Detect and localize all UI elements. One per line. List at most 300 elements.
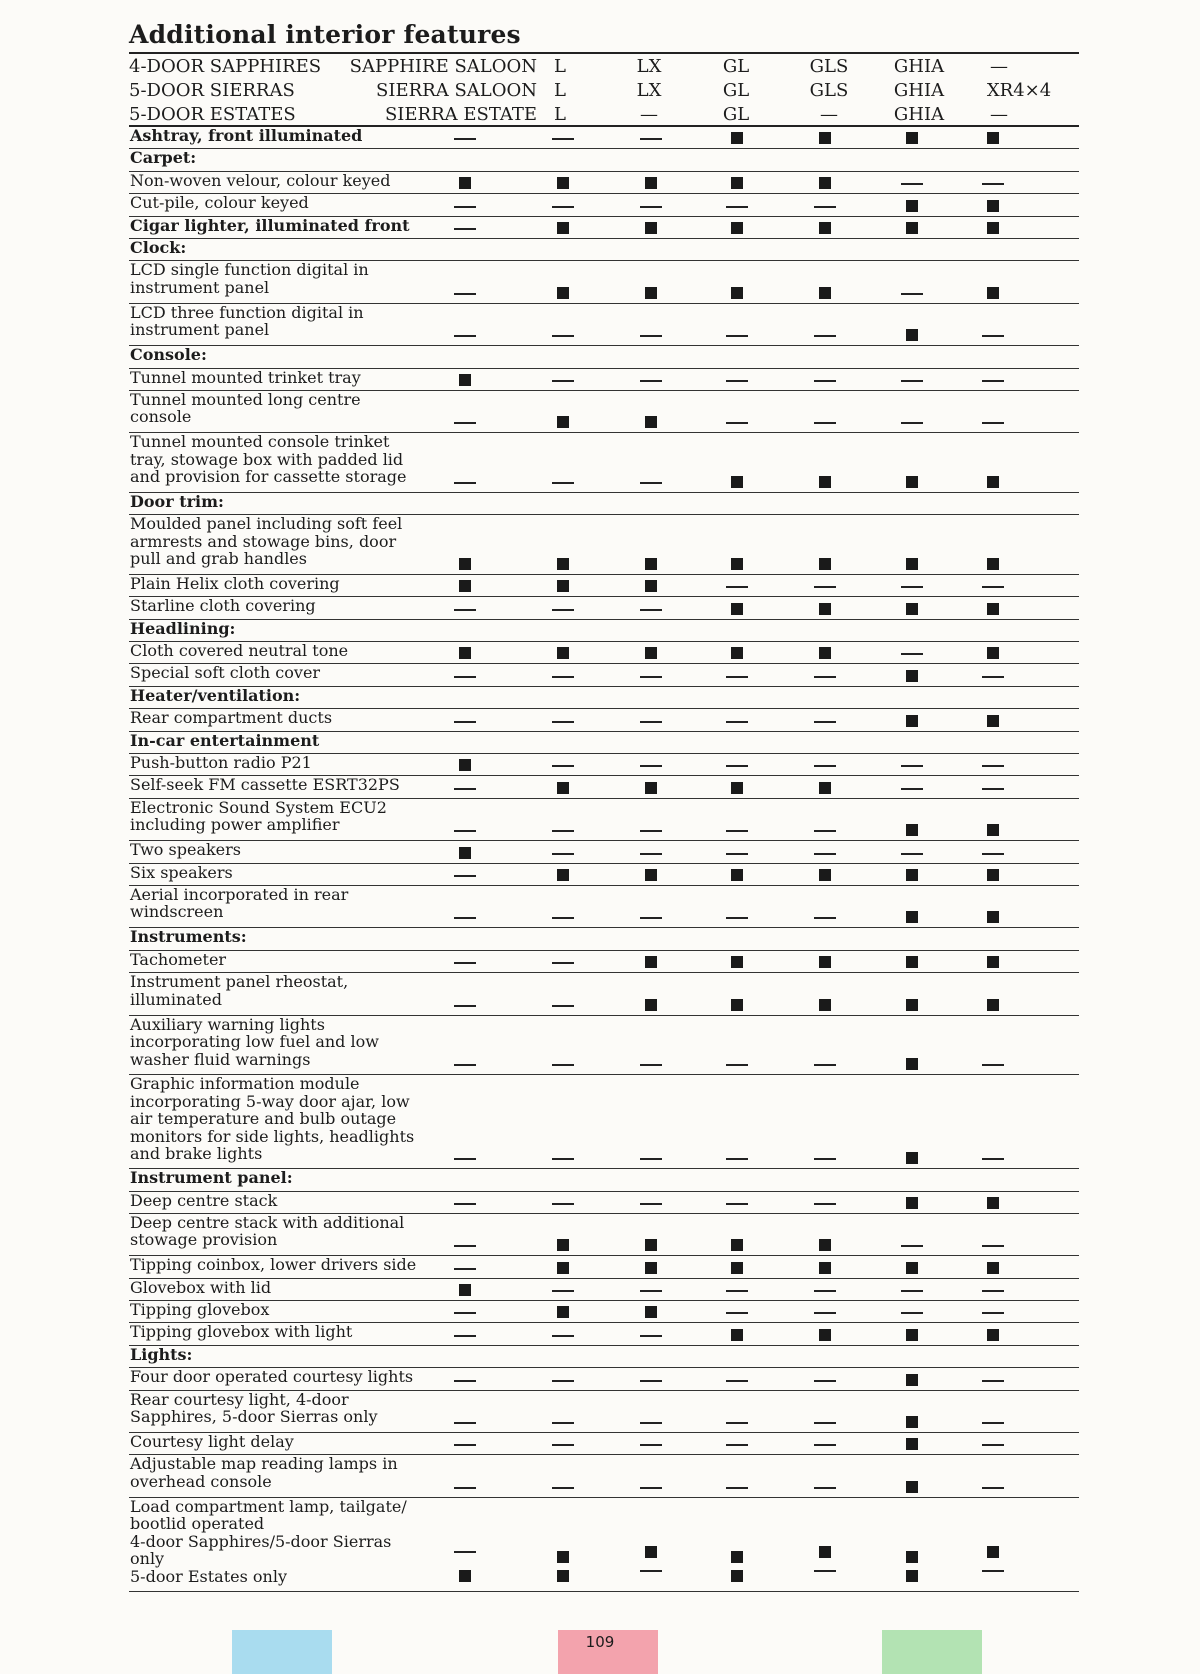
availability-mark (644, 868, 658, 882)
availability-mark (818, 1328, 832, 1342)
availability-mark (556, 956, 570, 969)
availability-mark (458, 956, 472, 969)
availability-mark (818, 1238, 832, 1252)
not-available-dash-icon (640, 917, 662, 919)
availability-mark (986, 759, 1000, 772)
standard-square-icon (731, 1262, 743, 1274)
availability-mark (905, 1151, 919, 1165)
availability-mark (730, 374, 744, 387)
feature-label: Cut-pile, colour keyed (130, 193, 309, 213)
availability-mark (905, 847, 919, 860)
standard-square-icon (906, 1197, 918, 1209)
not-available-dash-icon (726, 1487, 748, 1489)
standard-square-icon (987, 558, 999, 570)
feature-row (129, 973, 1079, 1015)
availability-mark (986, 1481, 1000, 1494)
feature-label: Courtesy light delay (130, 1432, 294, 1452)
not-available-dash-icon (901, 1312, 923, 1314)
not-available-dash-icon (552, 1064, 574, 1066)
not-available-dash-icon (814, 853, 836, 855)
feature-label: Cloth covered neutral tone (130, 641, 349, 661)
availability-mark (986, 646, 1000, 660)
not-available-dash-icon (640, 1487, 662, 1489)
availability-mark (644, 374, 658, 387)
standard-square-icon (819, 1262, 831, 1274)
availability-mark (818, 955, 832, 969)
availability-mark (730, 1328, 744, 1342)
feature-row (129, 515, 1079, 575)
standard-square-icon (731, 558, 743, 570)
standard-square-icon (819, 782, 831, 794)
standard-square-icon (819, 287, 831, 299)
standard-square-icon (645, 782, 657, 794)
standard-square-icon (731, 476, 743, 488)
not-available-dash-icon (454, 1335, 476, 1337)
not-available-dash-icon (814, 830, 836, 832)
standard-square-icon (819, 1546, 831, 1558)
not-available-dash-icon (552, 335, 574, 337)
not-available-dash-icon (552, 482, 574, 484)
availability-mark (818, 221, 832, 235)
not-available-dash-icon (454, 830, 476, 832)
not-available-dash-icon (982, 183, 1004, 185)
availability-mark (818, 1152, 832, 1165)
trim-label: L (554, 56, 566, 77)
not-available-dash-icon (454, 206, 476, 208)
availability-mark (818, 475, 832, 489)
not-available-dash-icon (901, 293, 923, 295)
not-available-dash-icon (814, 721, 836, 723)
not-available-dash-icon (454, 1064, 476, 1066)
feature-row (129, 1498, 1079, 1592)
availability-mark (986, 1261, 1000, 1275)
availability-mark (644, 1197, 658, 1210)
availability-mark (556, 847, 570, 860)
section-label: Instrument panel: (130, 1168, 293, 1188)
availability-mark (730, 131, 744, 145)
feature-label: Aerial incorporated in rear windscreen (130, 884, 349, 922)
not-available-dash-icon (640, 1203, 662, 1205)
availability-mark (905, 1328, 919, 1342)
availability-mark (986, 1374, 1000, 1387)
standard-square-icon (645, 956, 657, 968)
availability-mark (818, 131, 832, 145)
availability-mark (556, 286, 570, 300)
availability-mark (556, 911, 570, 924)
availability-mark (458, 1283, 472, 1297)
availability-mark (556, 1197, 570, 1210)
availability-mark (458, 222, 472, 235)
not-available-dash-icon (454, 335, 476, 337)
not-available-dash-icon (454, 1203, 476, 1205)
feature-row (129, 776, 1079, 798)
feature-row (129, 597, 1079, 619)
availability-mark (986, 910, 1000, 924)
not-available-dash-icon (982, 1064, 1004, 1066)
standard-square-icon (645, 1262, 657, 1274)
standard-square-icon (645, 1546, 657, 1558)
section-label: Door trim: (130, 491, 224, 511)
not-available-dash-icon (640, 1158, 662, 1160)
availability-mark (458, 1058, 472, 1071)
not-available-dash-icon (814, 1203, 836, 1205)
standard-square-icon (819, 603, 831, 615)
availability-mark (644, 715, 658, 728)
not-available-dash-icon (552, 1422, 574, 1424)
not-available-dash-icon (982, 1290, 1004, 1292)
not-available-dash-icon (454, 293, 476, 295)
availability-mark (986, 602, 1000, 616)
not-available-dash-icon (901, 653, 923, 655)
not-available-dash-icon (814, 676, 836, 678)
availability-mark (818, 1306, 832, 1319)
standard-square-icon (906, 329, 918, 341)
availability-mark (644, 1238, 658, 1252)
availability-mark (644, 415, 658, 429)
availability-mark (905, 1480, 919, 1494)
trim-label: LX (636, 56, 662, 77)
section-label: In-car entertainment (130, 730, 320, 750)
not-available-dash-icon (982, 1245, 1004, 1247)
availability-mark (644, 1545, 658, 1588)
section-label: Ashtray, front illuminated (130, 126, 363, 145)
not-available-dash-icon (454, 1444, 476, 1446)
availability-mark (458, 782, 472, 795)
feature-row (129, 951, 1079, 973)
feature-row (129, 1301, 1079, 1323)
model-label: SIERRA ESTATE (384, 104, 537, 125)
availability-mark (644, 1416, 658, 1429)
availability-mark (986, 1058, 1000, 1071)
availability-mark (644, 1058, 658, 1071)
feature-row (129, 369, 1079, 391)
not-available-dash-icon (814, 917, 836, 919)
availability-mark (458, 476, 472, 489)
standard-square-icon (987, 222, 999, 234)
not-available-dash-icon (726, 206, 748, 208)
not-available-dash-icon (726, 853, 748, 855)
availability-mark (818, 646, 832, 660)
feature-row (129, 1368, 1079, 1390)
standard-square-icon (557, 1551, 569, 1563)
availability-mark (818, 286, 832, 300)
availability-mark (644, 1152, 658, 1165)
availability-mark (556, 579, 570, 593)
section-row (129, 239, 1079, 261)
trim-label: LX (636, 80, 662, 101)
availability-mark (818, 847, 832, 860)
not-available-dash-icon (454, 482, 476, 484)
model-header (129, 52, 1079, 126)
availability-mark (986, 1284, 1000, 1297)
availability-mark (556, 759, 570, 772)
not-available-dash-icon (982, 853, 1004, 855)
availability-mark (556, 603, 570, 616)
standard-square-icon (557, 580, 569, 592)
standard-square-icon (459, 759, 471, 771)
not-available-dash-icon (552, 721, 574, 723)
not-available-dash-icon (814, 380, 836, 382)
availability-mark (730, 998, 744, 1012)
availability-mark (905, 580, 919, 593)
availability-mark (556, 999, 570, 1012)
availability-mark (458, 1152, 472, 1165)
standard-square-icon (906, 1438, 918, 1450)
availability-mark (644, 200, 658, 213)
standard-square-icon (906, 824, 918, 836)
feature-row (129, 841, 1079, 863)
availability-mark (730, 715, 744, 728)
not-available-dash-icon (982, 1570, 1004, 1572)
not-available-dash-icon (454, 1380, 476, 1382)
feature-label: Starline cloth covering (130, 596, 316, 616)
not-available-dash-icon (901, 586, 923, 588)
availability-mark (458, 715, 472, 728)
availability-mark (905, 669, 919, 683)
section-label: Lights: (130, 1344, 193, 1364)
standard-square-icon (987, 956, 999, 968)
feature-label: LCD single function digital in instrument panel (130, 260, 369, 297)
availability-mark (905, 823, 919, 837)
availability-mark (986, 714, 1000, 728)
feature-label: Load compartment lamp, tailgate/ bootlid operated 4-door Sapphires/5-door Sierras only 5-door Estates only (130, 1496, 407, 1586)
feature-row (129, 575, 1079, 597)
availability-mark (905, 910, 919, 924)
not-available-dash-icon (726, 1444, 748, 1446)
feature-row (129, 1279, 1079, 1301)
section-row (129, 928, 1079, 950)
section-row (129, 127, 1079, 149)
not-available-dash-icon (640, 765, 662, 767)
not-available-dash-icon (454, 422, 476, 424)
section-row (129, 217, 1079, 239)
standard-square-icon (987, 647, 999, 659)
availability-mark (986, 1328, 1000, 1342)
availability-mark (556, 1438, 570, 1451)
not-available-dash-icon (454, 917, 476, 919)
availability-mark (458, 557, 472, 571)
feature-label: Deep centre stack (130, 1190, 278, 1210)
availability-mark (905, 998, 919, 1012)
standard-square-icon (906, 1262, 918, 1274)
feature-label: Non-woven velour, colour keyed (130, 170, 391, 190)
not-available-dash-icon (901, 1290, 923, 1292)
standard-square-icon (731, 999, 743, 1011)
trim-label: GL (722, 104, 750, 125)
feature-row (129, 1192, 1079, 1214)
trim-label: XR4×4 (986, 80, 1052, 101)
standard-square-icon (987, 1546, 999, 1558)
not-available-dash-icon (640, 206, 662, 208)
not-available-dash-icon (552, 206, 574, 208)
availability-mark (905, 1415, 919, 1429)
standard-square-icon (557, 1306, 569, 1318)
standard-square-icon (819, 647, 831, 659)
not-available-dash-icon (982, 1487, 1004, 1489)
availability-mark (644, 1374, 658, 1387)
availability-mark (730, 1152, 744, 1165)
range-label: 5-DOOR SIERRAS (129, 80, 295, 101)
availability-mark (818, 416, 832, 429)
availability-mark (986, 1152, 1000, 1165)
standard-square-icon (645, 869, 657, 881)
availability-mark (458, 670, 472, 683)
not-available-dash-icon (814, 1312, 836, 1314)
standard-square-icon (731, 1570, 743, 1582)
availability-mark (730, 1416, 744, 1429)
standard-square-icon (819, 956, 831, 968)
feature-label: Moulded panel including soft feel armrests and stowage bins, door pull and grab handles (130, 514, 403, 569)
not-available-dash-icon (814, 586, 836, 588)
availability-mark (730, 670, 744, 683)
availability-mark (644, 670, 658, 683)
not-available-dash-icon (726, 1064, 748, 1066)
availability-mark (818, 602, 832, 616)
standard-square-icon (906, 1058, 918, 1070)
header-row (129, 78, 1079, 102)
standard-square-icon (987, 824, 999, 836)
section-row (129, 687, 1079, 709)
feature-label: Glovebox with lid (130, 1277, 272, 1297)
not-available-dash-icon (814, 1487, 836, 1489)
standard-square-icon (459, 1284, 471, 1296)
standard-square-icon (906, 1570, 918, 1582)
not-available-dash-icon (901, 422, 923, 424)
not-available-dash-icon (726, 422, 748, 424)
standard-square-icon (459, 647, 471, 659)
trim-label: GHIA (893, 104, 945, 125)
standard-square-icon (819, 1239, 831, 1251)
standard-square-icon (557, 287, 569, 299)
standard-square-icon (731, 782, 743, 794)
standard-square-icon (987, 1262, 999, 1274)
availability-mark (818, 1438, 832, 1451)
availability-mark (458, 911, 472, 924)
availability-mark (730, 1261, 744, 1275)
trim-label: — (990, 56, 1008, 77)
availability-mark (556, 221, 570, 235)
not-available-dash-icon (454, 875, 476, 877)
not-available-dash-icon (726, 586, 748, 588)
availability-mark (644, 132, 658, 145)
not-available-dash-icon (901, 853, 923, 855)
feature-row (129, 1075, 1079, 1169)
availability-mark (818, 1058, 832, 1071)
trim-label: GHIA (893, 80, 945, 101)
standard-square-icon (459, 177, 471, 189)
availability-mark (905, 416, 919, 429)
availability-mark (730, 1284, 744, 1297)
not-available-dash-icon (552, 917, 574, 919)
standard-square-icon (906, 1374, 918, 1386)
not-available-dash-icon (982, 380, 1004, 382)
not-available-dash-icon (454, 962, 476, 964)
not-available-dash-icon (814, 1422, 836, 1424)
availability-mark (986, 670, 1000, 683)
availability-mark (458, 1262, 472, 1275)
availability-mark (986, 823, 1000, 837)
standard-square-icon (731, 956, 743, 968)
availability-mark (556, 1416, 570, 1429)
not-available-dash-icon (552, 1203, 574, 1205)
not-available-dash-icon (552, 1380, 574, 1382)
not-available-dash-icon (552, 1290, 574, 1292)
standard-square-icon (987, 476, 999, 488)
standard-square-icon (731, 177, 743, 189)
availability-mark (556, 1305, 570, 1319)
availability-mark (644, 286, 658, 300)
availability-mark (644, 1284, 658, 1297)
standard-square-icon (906, 715, 918, 727)
standard-square-icon (819, 558, 831, 570)
availability-mark (458, 1438, 472, 1451)
availability-mark (556, 200, 570, 213)
availability-mark (556, 1329, 570, 1342)
trim-label: GLS (809, 56, 849, 77)
availability-mark (818, 911, 832, 924)
feature-label: Rear courtesy light, 4-door Sapphires, 5-door Sierras only (130, 1389, 378, 1427)
not-available-dash-icon (454, 228, 476, 230)
availability-mark (730, 580, 744, 593)
not-available-dash-icon (454, 721, 476, 723)
feature-row (129, 304, 1079, 346)
feature-row (129, 709, 1079, 731)
standard-square-icon (906, 869, 918, 881)
availability-mark (730, 329, 744, 342)
availability-mark (458, 373, 472, 387)
feature-row (129, 1214, 1079, 1256)
features-table (129, 125, 1079, 1592)
standard-square-icon (557, 1570, 569, 1582)
availability-mark (644, 781, 658, 795)
standard-square-icon (987, 1329, 999, 1341)
not-available-dash-icon (982, 676, 1004, 678)
availability-mark (986, 782, 1000, 795)
availability-mark (730, 1550, 744, 1588)
availability-mark (730, 200, 744, 213)
not-available-dash-icon (726, 917, 748, 919)
availability-mark (458, 869, 472, 882)
availability-mark (730, 955, 744, 969)
feature-row (129, 1455, 1079, 1497)
standard-square-icon (987, 999, 999, 1011)
availability-mark (730, 602, 744, 616)
not-available-dash-icon (552, 962, 574, 964)
feature-label: Self-seek FM cassette ESRT32PS (130, 775, 400, 795)
not-available-dash-icon (726, 721, 748, 723)
standard-square-icon (819, 476, 831, 488)
not-available-dash-icon (726, 1203, 748, 1205)
availability-mark (986, 557, 1000, 571)
standard-square-icon (557, 869, 569, 881)
availability-mark (730, 911, 744, 924)
availability-mark (458, 416, 472, 429)
standard-square-icon (557, 558, 569, 570)
availability-mark (730, 1481, 744, 1494)
availability-mark (458, 603, 472, 616)
standard-square-icon (906, 956, 918, 968)
availability-mark (556, 868, 570, 882)
availability-mark (818, 1284, 832, 1297)
standard-square-icon (906, 999, 918, 1011)
availability-mark (730, 176, 744, 190)
range-label: 5-DOOR ESTATES (129, 104, 296, 125)
not-available-dash-icon (814, 1380, 836, 1382)
not-available-dash-icon (640, 1064, 662, 1066)
availability-mark (644, 998, 658, 1012)
availability-mark (905, 602, 919, 616)
availability-mark (905, 221, 919, 235)
